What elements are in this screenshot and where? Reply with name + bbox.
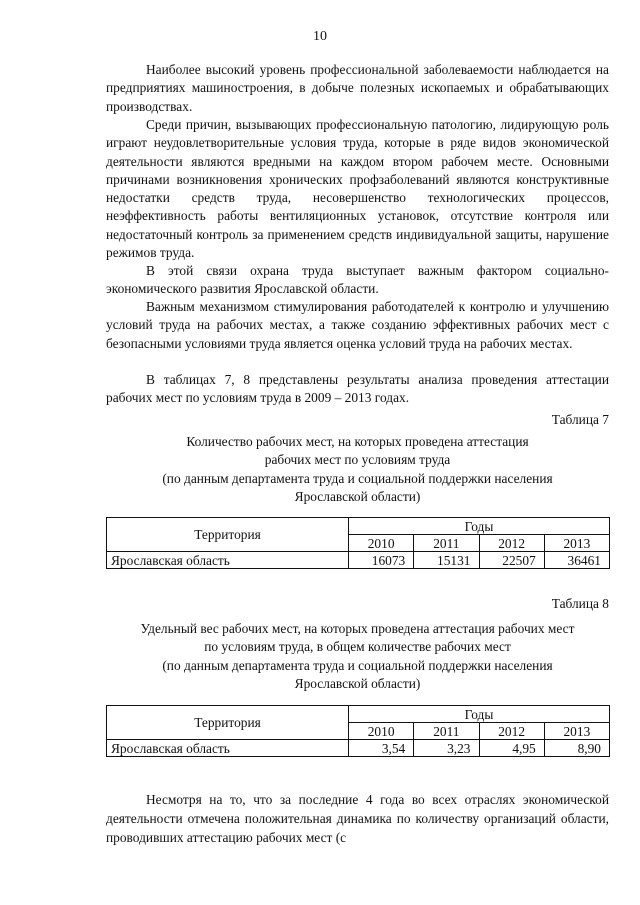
paragraph-3: В этой связи охрана труда выступает важным фактором социально-экономического развития Ярославской области.	[106, 263, 609, 297]
value-cell: 3,23	[414, 740, 479, 757]
year-cell: 2011	[414, 535, 479, 552]
table7-caption-line: (по данным департамента труда и социальной поддержки населения	[162, 470, 553, 486]
value-cell: 15131	[414, 552, 479, 569]
paragraph-5: В таблицах 7, 8 представлены результаты анализа проведения аттестации рабочих мест по условиям труда в 2009 – 2013 годах.	[106, 372, 609, 406]
year-cell: 2012	[479, 723, 544, 740]
table-row	[107, 706, 610, 723]
table8-caption-line: по условиям труда, в общем количестве рабочих мест	[204, 639, 511, 655]
year-cell: 2010	[349, 535, 414, 552]
table-row	[107, 518, 610, 535]
table8-caption	[106, 620, 609, 693]
final-paragraph: Несмотря на то, что за последние 4 года во всех отраслях экономической деятельности отмечена положительная динамика по количеству организаций области, проводивших аттестацию рабочих мест (с	[106, 792, 609, 845]
table8-caption-line: Удельный вес рабочих мест, на которых проведена аттестация рабочих мест	[140, 621, 575, 636]
table7-label: Таблица 7	[551, 412, 609, 427]
table-row	[107, 552, 610, 569]
column-header-years: Годы	[349, 518, 610, 535]
table8-label: Таблица 8	[551, 596, 609, 611]
year-cell: 2011	[414, 723, 479, 740]
page-number: 10	[313, 29, 327, 44]
region-cell: Ярославская область	[107, 740, 349, 757]
year-cell: 2010	[349, 723, 414, 740]
value-cell: 4,95	[479, 740, 544, 757]
table7-caption	[106, 433, 609, 506]
table7-caption-line: рабочих мест по условиям труда	[264, 452, 451, 468]
table7-caption-line: Количество рабочих мест, на которых проведена аттестация	[186, 434, 529, 449]
year-cell: 2013	[544, 535, 609, 552]
year-cell: 2012	[479, 535, 544, 552]
column-header-years: Годы	[349, 706, 610, 723]
year-cell: 2013	[544, 723, 609, 740]
value-cell: 22507	[479, 552, 544, 569]
value-cell: 16073	[349, 552, 414, 569]
value-cell: 36461	[544, 552, 609, 569]
paragraph-2: Среди причин, вызывающих профессиональную патологию, лидирующую роль играют неудовлетворительные условия труда, которые в ряде видов экономической деятельности являются вредными на каждом втором рабочем месте. Основными причинами возникновения хронических профзаболеваний являются конструктивные недостатки средств труда, несовершенство технологических процессов, неэффективность работы вентиляционных установок, отсутствие контроля или недостаточный контроль за применением средств индивидуальной защиты, нарушение режимов труда.	[106, 117, 609, 261]
value-cell: 8,90	[544, 740, 609, 757]
table8	[106, 705, 610, 757]
paragraph-4: Важным механизмом стимулирования работодателей к контролю и улучшению условий труда на рабочих местах, а также созданию эффективных рабочих мест с безопасными условиями труда является оценка условий труда на рабочих местах.	[106, 299, 609, 351]
paragraph-1: Наиболее высокий уровень профессиональной заболеваемости наблюдается на предприятиях машиностроения, в добыче полезных ископаемых и обрабатывающих производствах.	[106, 62, 609, 114]
value-cell: 3,54	[349, 740, 414, 757]
table8-caption-line: (по данным департамента труда и социальной поддержки населения	[162, 657, 553, 673]
table-row	[107, 740, 610, 757]
table7-caption-line: Ярославской области)	[294, 488, 421, 504]
region-cell: Ярославская область	[107, 552, 349, 569]
table8-caption-line: Ярославской области)	[294, 675, 421, 691]
column-header-territory: Территория	[107, 518, 349, 552]
column-header-territory: Территория	[107, 706, 349, 740]
table7	[106, 517, 610, 569]
